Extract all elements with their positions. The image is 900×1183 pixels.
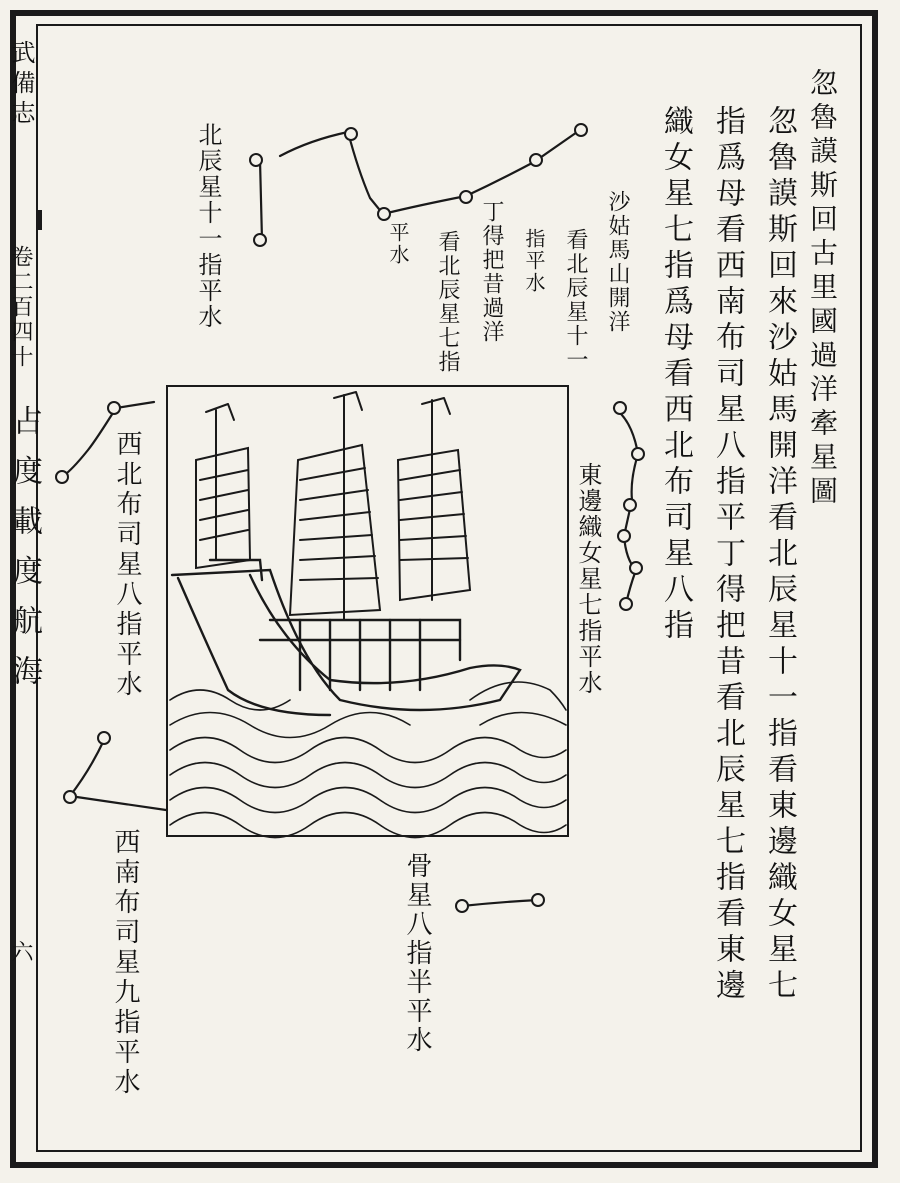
body-line-2: 指爲母看西南布司星八指平丁得把昔看北辰星七指看東邊 bbox=[710, 105, 745, 1005]
margin-volume: 卷二百四十 bbox=[8, 245, 33, 370]
star-markers bbox=[56, 124, 644, 912]
label-look-north-seven: 看北辰星七指 bbox=[435, 230, 460, 374]
margin-book-title: 武備志 bbox=[7, 40, 35, 130]
label-look-north-eleven: 看北辰星十一 bbox=[563, 228, 588, 372]
label-southwest: 西南布司星九指平水 bbox=[110, 828, 140, 1098]
north-star-constellation bbox=[260, 130, 580, 240]
label-bone-star: 骨星八指半平水 bbox=[402, 852, 432, 1055]
ship-sails bbox=[196, 392, 470, 620]
label-zhi-ping-shui: 指平水 bbox=[522, 228, 546, 294]
label-north-star: 北辰星十一指平水 bbox=[194, 122, 222, 330]
margin-section: 占度載度航海 bbox=[7, 405, 42, 705]
bone-star-constellation bbox=[462, 900, 538, 906]
label-northwest: 西北布司星八指平水 bbox=[112, 430, 142, 700]
southwest-constellation bbox=[70, 740, 166, 810]
margin-page-number: 六 bbox=[8, 940, 33, 968]
ship-hull bbox=[172, 560, 520, 715]
northwest-constellation bbox=[62, 402, 154, 477]
label-sha-gu-ma: 沙姑馬山開洋 bbox=[605, 190, 630, 334]
label-east-vega: 東邊織女星七指平水 bbox=[574, 462, 602, 696]
chart-title: 忽魯謨斯回古里國過洋牽星圖 bbox=[806, 68, 839, 510]
label-horizon: 平水 bbox=[386, 222, 410, 266]
body-line-1: 忽魯謨斯回來沙姑馬開洋看北辰星十一指看東邊織女星七 bbox=[762, 105, 797, 1005]
body-line-3: 織女星七指爲母看西北布司星八指 bbox=[658, 105, 693, 645]
label-ding-de-ba-xi: 丁得把昔過洋 bbox=[479, 200, 504, 344]
